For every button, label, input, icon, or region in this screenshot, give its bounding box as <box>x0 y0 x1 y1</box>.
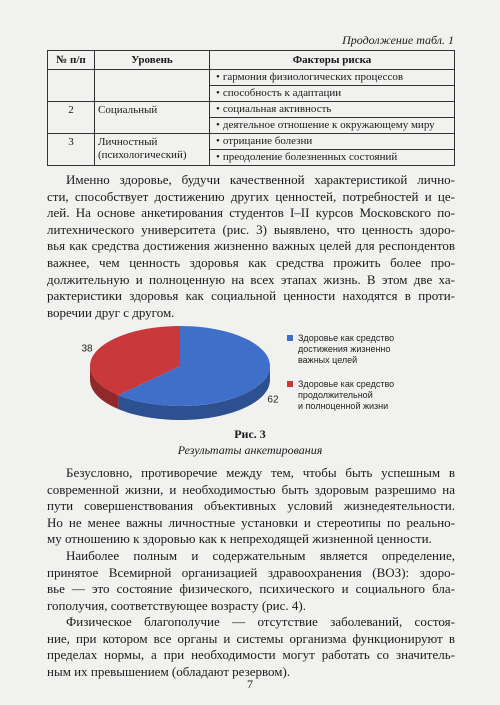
col-header-number: № п/п <box>48 51 95 70</box>
pie-data-label: 38 <box>81 343 93 355</box>
col-header-level: Уровень <box>95 51 210 70</box>
factor-item: • способность к адаптации <box>210 85 454 101</box>
row-factors <box>210 70 455 102</box>
text-line: лей. На основе анкетирования студентов I–II курсов Московского по- <box>47 205 455 221</box>
bullet-icon: • <box>216 151 220 163</box>
bullet-icon: • <box>216 103 220 115</box>
table-row <box>48 70 455 102</box>
pie-data-label: 62 <box>267 394 279 406</box>
row-factors <box>210 134 455 166</box>
text-line: Именно здоровье, будучи качественной характеристикой лично- <box>66 172 455 187</box>
table-continuation-label: Продолжение табл. 1 <box>342 33 454 47</box>
text-line: пути совершенствования объективных условий жизнедеятельности. <box>47 498 455 514</box>
legend-swatch <box>287 381 293 387</box>
bullet-icon: • <box>216 87 220 99</box>
paragraph-physical-wellbeing <box>47 614 455 680</box>
text-line: рактеристики здоровья как социальной ценности находятся в проти- <box>47 288 455 304</box>
text-line: принятое Всемирной организацией здравоохранения (ВОЗ): здоро- <box>47 564 455 580</box>
bullet-icon: • <box>216 119 220 131</box>
text-line: литехнического университета (рис. 3) выявлено, что ценность здоро- <box>47 221 455 237</box>
row-number <box>48 70 95 102</box>
text-line: Но не менее важны личностные установки и стереотипы по реально- <box>47 514 455 530</box>
paragraph-contradiction <box>47 465 455 548</box>
table-row <box>48 102 455 134</box>
text-line: воречии друг с другом. <box>47 304 175 320</box>
factor-item: • деятельное отношение к окружающему миру <box>210 117 454 133</box>
factor-item: • отрицание болезни <box>216 135 313 147</box>
bullet-icon: • <box>216 135 220 147</box>
text-line: ние, при котором все органы и системы организма функционируют в <box>47 630 455 646</box>
legend-swatch <box>287 335 293 341</box>
text-line: важнее, чем ценность здоровья как средства прожить более про- <box>47 254 455 270</box>
table-row <box>48 134 455 166</box>
row-level: Социальный <box>95 102 210 134</box>
text-line: гополучия, соответствующее возрасту (рис. 4). <box>47 597 306 613</box>
table-header-row <box>48 51 455 70</box>
paragraph-health-value <box>47 172 455 321</box>
row-factors <box>210 102 455 134</box>
row-level: Личностный (психологический) <box>95 134 210 166</box>
text-line: пределах нормы, а при необходимости могут работать со значитель- <box>47 647 455 663</box>
paragraph-who-definition <box>47 548 455 614</box>
legend-item: Здоровье как средство продолжительной и полноценной жизни <box>287 379 423 412</box>
text-line: Безусловно, противоречие между тем, чтобы быть успешным в <box>66 465 455 480</box>
figure-caption: Результаты анкетирования <box>177 443 323 457</box>
row-number: 3 <box>48 134 95 166</box>
chart-legend <box>287 333 423 425</box>
text-line: Физическое благополучие — отсутствие заболеваний, состоя- <box>66 614 455 629</box>
factor-item: • гармония физиологических процессов <box>216 71 404 83</box>
text-line: должительную и полноценную на всех этапах жизнь. В этом две ха- <box>47 271 455 287</box>
text-line: ным их превышением (обладают резервом). <box>47 663 291 679</box>
text-line: му отношению к здоровью как к непреходящей жизненной ценности. <box>47 531 432 547</box>
text-line: современной жизни, и необходимостью быть здоровым разрешимо на <box>47 481 455 497</box>
text-line: сти, способствует достижению других ценностей, потребностей и це- <box>47 188 455 204</box>
row-level <box>95 70 210 102</box>
risk-factors-table <box>47 50 455 166</box>
page-number: 7 <box>247 677 253 691</box>
legend-item: Здоровье как средство достижения жизненно важных целей <box>287 333 423 366</box>
factor-item: • социальная активность <box>216 103 332 115</box>
text-line: вье — это состояние физического, психического и социального бла- <box>47 581 455 597</box>
factor-item: • преодоление болезненных состояний <box>210 149 454 165</box>
figure-number: Рис. 3 <box>234 427 266 441</box>
row-number: 2 <box>48 102 95 134</box>
text-line: Наиболее полным и содержательным является определение, <box>66 548 455 563</box>
col-header-factors: Факторы риска <box>210 51 455 70</box>
bullet-icon: • <box>216 71 220 83</box>
text-line: вья как средства достижения жизненно важных целей для респондентов <box>47 238 455 254</box>
